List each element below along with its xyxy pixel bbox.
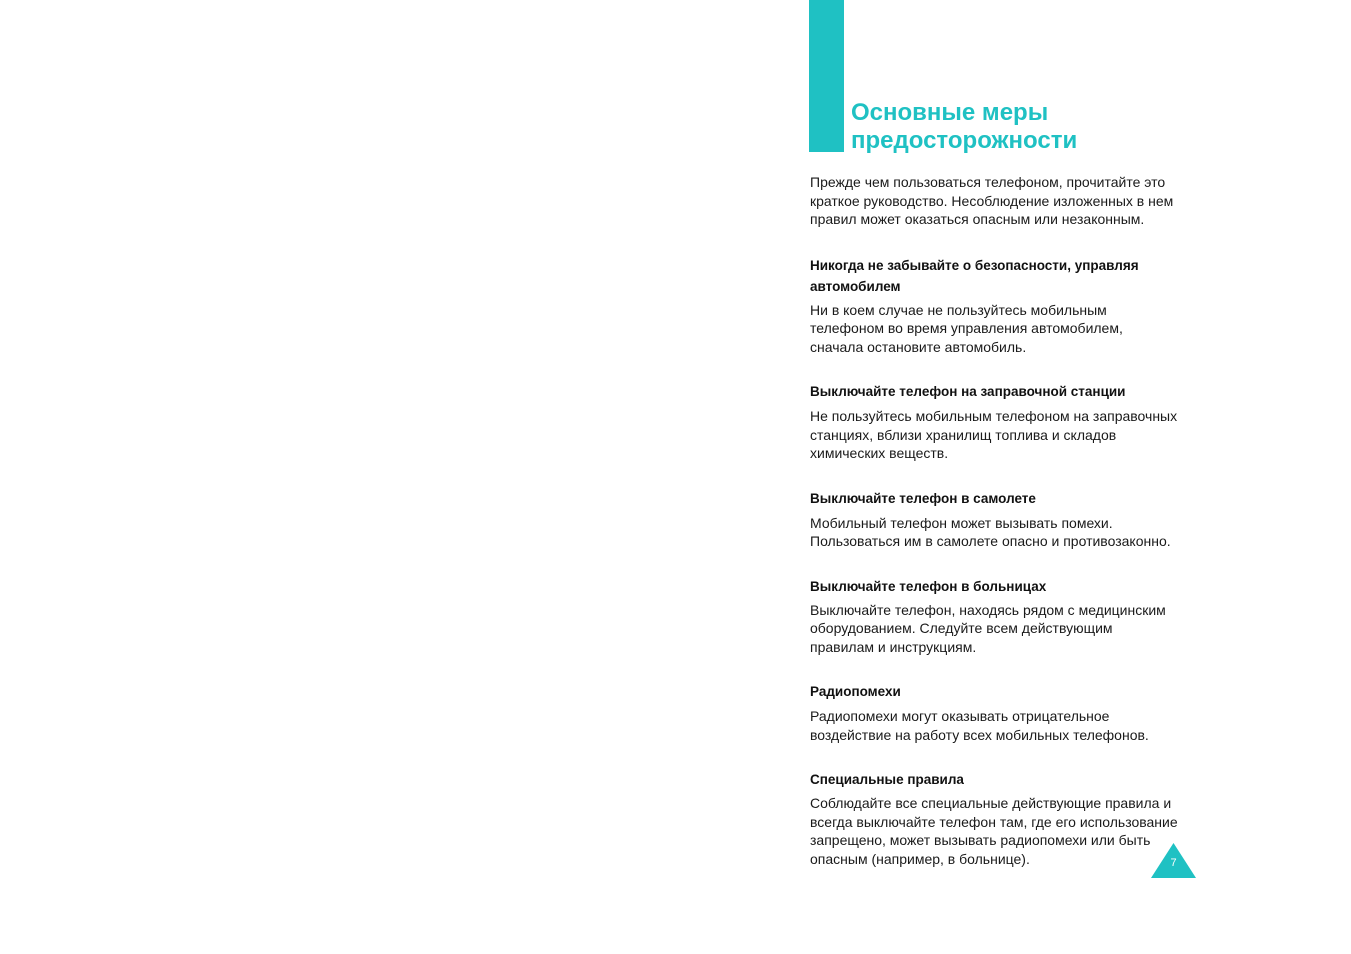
section-heading — [810, 255, 1182, 297]
section-body — [810, 301, 1182, 357]
body-line: Радиопомехи могут оказывать отрицательное — [810, 708, 1110, 724]
page-number: 7 — [1170, 857, 1177, 869]
content — [810, 173, 1182, 868]
body-line: сначала остановите автомобиль. — [810, 338, 1027, 355]
body-line: Соблюдайте все специальные действующие правила и — [810, 795, 1172, 811]
accent-bar — [809, 0, 844, 152]
heading-line: автомобилем — [810, 278, 901, 294]
page-number-marker — [1151, 843, 1196, 878]
section-special-rules — [810, 769, 1182, 868]
title-line: предосторожности — [851, 127, 1078, 154]
body-line: станциях, вблизи хранилищ топлива и складов — [810, 426, 1117, 443]
body-line: Мобильный телефон может вызывать помехи. — [810, 514, 1113, 531]
heading-line: Специальные правила — [810, 772, 964, 787]
body-line: оборудованием. Следуйте всем действующим — [810, 620, 1113, 636]
title-line: Основные меры — [851, 99, 1049, 126]
heading-line: Выключайте телефон на заправочной станции — [810, 384, 1126, 399]
body-line: телефоном во время управления автомобилем, — [810, 320, 1123, 336]
body-line: Выключайте телефон, находясь рядом с медицинским — [810, 601, 1166, 618]
section-body — [810, 794, 1182, 868]
section-interference — [810, 681, 1182, 744]
section-gas-station — [810, 381, 1182, 463]
section-heading — [810, 488, 1182, 509]
section-heading — [810, 769, 1182, 790]
section-heading — [810, 381, 1182, 402]
heading-line: Выключайте телефон в самолете — [810, 490, 1036, 506]
section-heading — [810, 681, 1182, 702]
section-airplane — [810, 488, 1182, 551]
section-body — [810, 407, 1182, 463]
body-line: Пользоваться им в самолете опасно и противозаконно. — [810, 533, 1171, 549]
heading-line: Никогда не забывайте о безопасности, управляя — [810, 257, 1139, 273]
body-line: Ни в коем случае не пользуйтесь мобильным — [810, 301, 1107, 318]
intro-line: правил может оказаться опасным или незаконным. — [810, 211, 1145, 227]
body-line: воздействие на работу всех мобильных телефонов. — [810, 726, 1149, 743]
body-line: запрещено, может вызывать радиопомехи или быть — [810, 832, 1151, 848]
page-title — [851, 99, 1211, 155]
body-line: Не пользуйтесь мобильным телефоном на заправочных — [810, 408, 1178, 424]
heading-line: Радиопомехи — [810, 684, 901, 699]
body-line: химических веществ. — [810, 445, 949, 461]
section-body — [810, 601, 1182, 657]
section-driving — [810, 255, 1182, 357]
intro-line: краткое руководство. Несоблюдение изложенных в нем — [810, 192, 1174, 209]
section-body — [810, 707, 1182, 744]
intro-paragraph — [810, 173, 1182, 229]
heading-line: Выключайте телефон в больницах — [810, 578, 1047, 594]
body-line: всегда выключайте телефон там, где его использование — [810, 813, 1178, 830]
section-body — [810, 514, 1182, 551]
section-heading — [810, 576, 1182, 597]
body-line: правилам и инструкциям. — [810, 638, 977, 655]
intro-line: Прежде чем пользоваться телефоном, прочитайте это — [810, 174, 1166, 190]
section-hospitals — [810, 576, 1182, 657]
body-line: опасным (например, в больнице). — [810, 850, 1030, 867]
